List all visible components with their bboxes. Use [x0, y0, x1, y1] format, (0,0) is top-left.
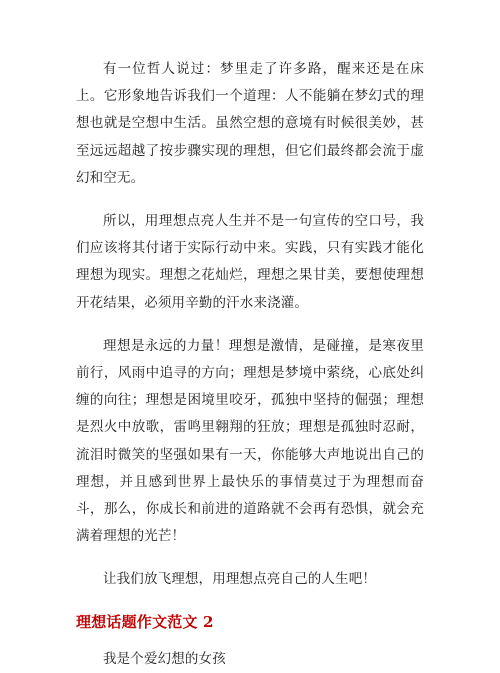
paragraph-2: 所以，用理想点亮人生并不是一句宣传的空口号，我们应该将其付诸于实际行动中来。实践，只有实践才能化理想为现实。理想之花灿烂，理想之果甘美，要想使理想开花结果，必须用辛勤的汗水来浇灌。: [76, 213, 424, 311]
partial-paragraph: 我是个爱幻想的女孩: [103, 650, 226, 667]
section-heading: 理想话题作文范文 2: [76, 612, 214, 631]
paragraph-4: 让我们放飞理想，用理想点亮自己的人生吧！: [103, 571, 376, 588]
paragraph-1: 有一位哲人说过：梦里走了许多路，醒来还是在床上。它形象地告诉我们一个道理：人不能躺在梦幻式的理想也就是空想中生活。虽然空想的意境有时候很美妙，甚至远远超越了按步骤实现的理想，但它们最终都会流于虚幻和空无。: [76, 61, 424, 186]
paragraph-3: 理想是永远的力量！理想是激情，是碰撞，是寒夜里前行，风雨中追寻的方向；理想是梦境中萦绕，心底处纠缠的向往；理想是困境里咬牙，孤独中坚持的倔强；理想是烈火中放歌，雷鸣里翱翔的狂放；理想是孤独时忍耐，流泪时微笑的坚强如果有一天，你能够大声地说出自己的理想，并且感到世界上最快乐的事情莫过于为理想而奋斗，那么，你成长和前进的道路就不会再有恐惧，就会充满着理想的光芒！: [76, 337, 424, 545]
